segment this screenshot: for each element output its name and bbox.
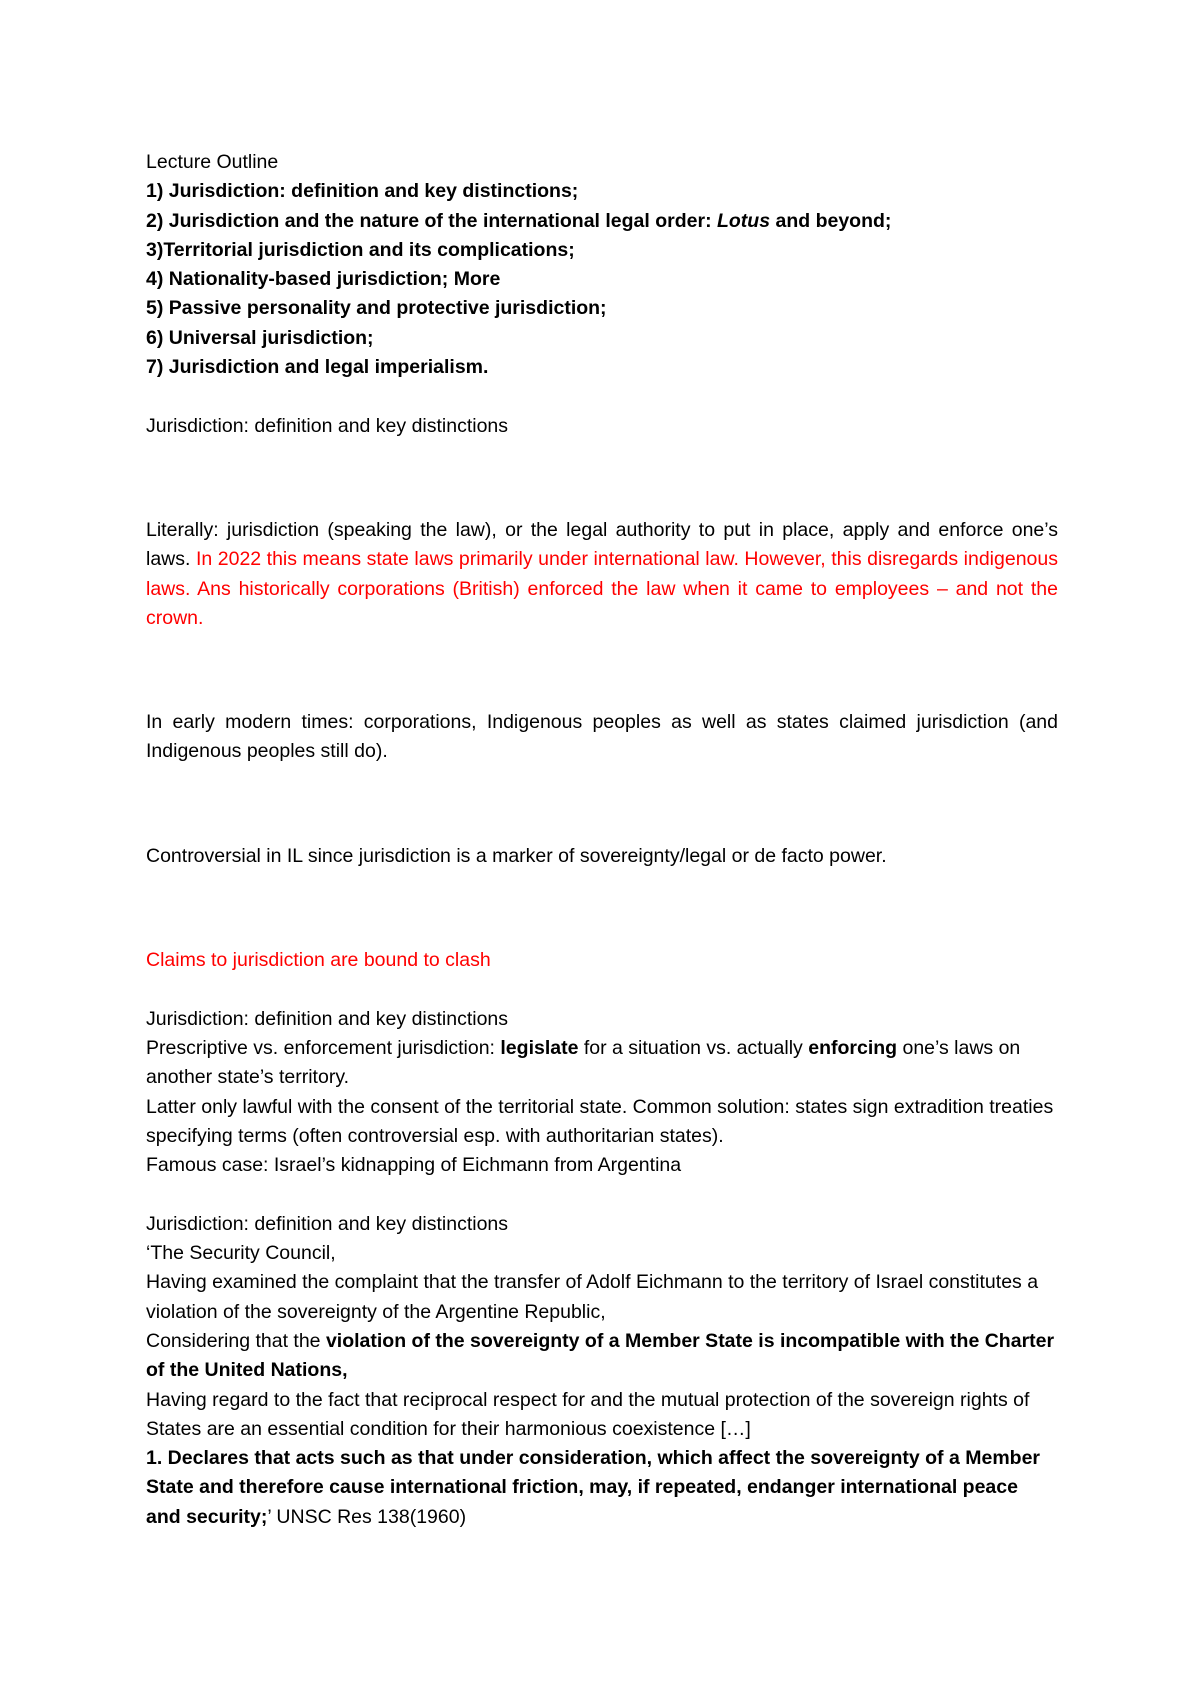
paragraph-literally-text: Literally: jurisdiction (speaking the law), or the legal authority to put in place, apply and enforce one’s laws. (146, 518, 1058, 571)
prescriptive-text-a: Prescriptive vs. enforcement jurisdiction: (146, 1036, 501, 1059)
section-heading: Jurisdiction: definition and key distinctions (146, 414, 509, 437)
quote-line-1: ‘The Security Council, (146, 1242, 336, 1265)
quote-line-4: Having regard to the fact that reciprocal respect for and the mutual protection of the sovereign rights of States are an essential condition for their harmonious coexistence […] (146, 1388, 1030, 1440)
quote-line-3 (146, 1327, 1058, 1386)
lotus-italic: Lotus (716, 209, 771, 232)
document-body (146, 148, 1058, 1532)
prescriptive-text-e: one’s laws on another state’s territory. (146, 1036, 1021, 1089)
red-claim: Claims to jurisdiction are bound to clash (146, 949, 491, 972)
prescriptive-text-c: for a situation vs. actually (578, 1036, 809, 1059)
outline-item-2 (146, 207, 1058, 236)
paragraph-literally (146, 516, 1058, 633)
section-heading-2: Jurisdiction: definition and key distinctions (146, 1007, 509, 1030)
paragraph-latter: Latter only lawful with the consent of the territorial state. Common solution: states sign extradition treaties specifying terms (often controversial esp. with authoritarian states). (146, 1095, 1054, 1147)
outline-item-7: 7) Jurisdiction and legal imperialism. (146, 356, 489, 379)
outline-item-1: 1) Jurisdiction: definition and key distinctions; (146, 180, 579, 203)
paragraph-prescriptive (146, 1034, 1058, 1093)
outline-item-4: 4) Nationality-based jurisdiction; More (146, 268, 501, 291)
outline-item-6: 6) Universal jurisdiction; (146, 326, 374, 349)
paragraph-controversial: Controversial in IL since jurisdiction is a marker of sovereignty/legal or de facto power. (146, 844, 887, 867)
quote-citation: ’ UNSC Res 138(1960) (267, 1505, 467, 1528)
quote-considering: Considering that the (146, 1329, 326, 1352)
outline-heading: Lecture Outline (146, 151, 279, 173)
quote-declares-bold: 1. Declares that acts such as that under consideration, which affect the sovereignty of a Member State and therefore cause international friction, may, if repeated, endanger international peace and security; (146, 1447, 1041, 1528)
quote-line-5 (146, 1444, 1058, 1532)
section-heading-3: Jurisdiction: definition and key distinctions (146, 1212, 509, 1235)
outline-item-2-tail: and beyond; (770, 209, 892, 232)
quote-line-2: Having examined the complaint that the transfer of Adolf Eichmann to the territory of Israel constitutes a violation of the sovereignty of the Argentine Republic, (146, 1271, 1039, 1323)
legislate-bold: legislate (500, 1036, 579, 1059)
quote-violation-bold: violation of the sovereignty of a Member State is incompatible with the Charter of the United Nations, (146, 1329, 1055, 1382)
outline-item-2-text: 2) Jurisdiction and the nature of the international legal order: (146, 209, 717, 232)
outline-item-5: 5) Passive personality and protective jurisdiction; (146, 297, 607, 320)
paragraph-famous-case: Famous case: Israel’s kidnapping of Eichmann from Argentina (146, 1154, 682, 1177)
paragraph-early-modern: In early modern times: corporations, Indigenous peoples as well as states claimed jurisdiction (and Indigenous peoples still do). (146, 711, 1058, 763)
enforcing-bold: enforcing (808, 1036, 898, 1059)
red-annotation: In 2022 this means state laws primarily under international law. However, this disregards indigenous laws. Ans historically corporations (British) enforced the law when it came to employees – and not the crown. (146, 548, 1058, 629)
outline-item-3: 3)Territorial jurisdiction and its complications; (146, 238, 575, 261)
